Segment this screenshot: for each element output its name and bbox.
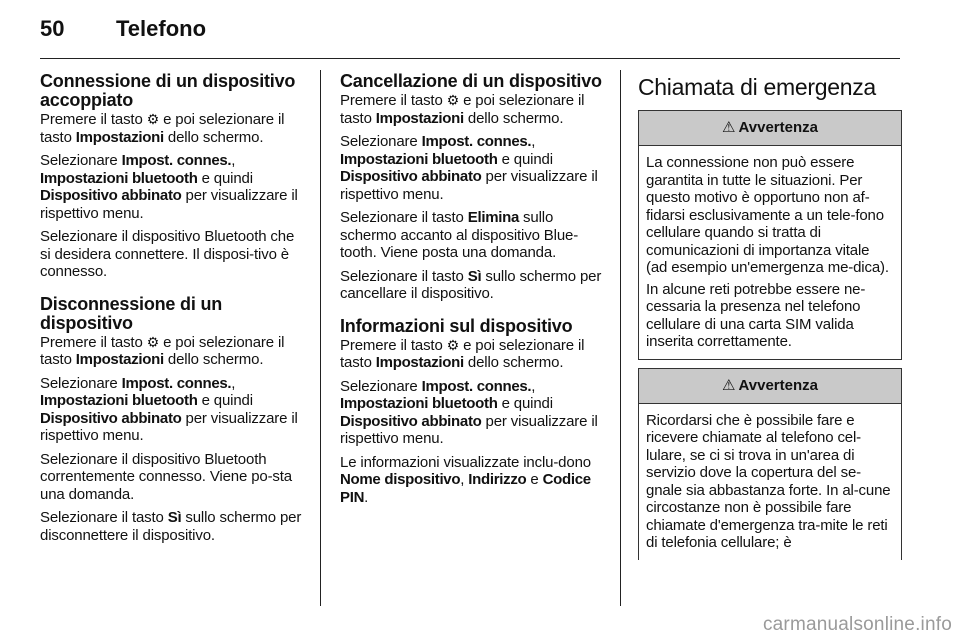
- paragraph: Selezionare Impost. connes., Impostazioni bluetooth e quindi Dispositivo abbinato per visualizzare il rispettivo menu.: [340, 133, 598, 203]
- section-heading-disconnect: Disconnessione di un dispositivo: [40, 293, 223, 333]
- watermark-text: carmanualsonline.info: [762, 614, 952, 635]
- column-3: [638, 72, 902, 568]
- section-heading-emergency: Chiamata di emergenza: [638, 74, 876, 100]
- warning-label: Avvertenza: [738, 119, 818, 136]
- page-number: 50: [40, 16, 65, 41]
- warning-icon: ⚠: [722, 376, 736, 394]
- paragraph: Selezionare il tasto Sì sullo schermo per disconnettere il dispositivo.: [40, 509, 302, 544]
- paragraph: Premere il tasto ⚙ e poi selezionare il tasto Impostazioni dello schermo.: [40, 111, 285, 146]
- header-divider: [40, 58, 900, 59]
- paragraph: Selezionare Impost. connes., Impostazioni bluetooth e quindi Dispositivo abbinato per visualizzare il rispettivo menu.: [40, 152, 298, 222]
- paragraph: Selezionare Impost. connes., Impostazioni bluetooth e quindi Dispositivo abbinato per visualizzare il rispettivo menu.: [340, 377, 598, 447]
- paragraph: Selezionare il dispositivo Bluetooth che si desidera connettere. Il disposi-tivo è connesso.: [40, 228, 295, 280]
- warning-body: [639, 404, 901, 560]
- paragraph: Selezionare Impost. connes., Impostazioni bluetooth e quindi Dispositivo abbinato per visualizzare il rispettivo menu.: [40, 374, 298, 444]
- warning-label: Avvertenza: [738, 376, 818, 394]
- page-header-title: Telefono: [116, 16, 207, 41]
- section-heading-delete: Cancellazione di un dispositivo: [340, 71, 602, 91]
- section-heading-device-info: Informazioni sul dispositivo: [340, 315, 573, 336]
- paragraph: Le informazioni visualizzate inclu-dono Nome dispositivo, Indirizzo e Codice PIN.: [340, 453, 591, 506]
- warning-header: [639, 111, 901, 146]
- settings-icon: ⚙: [146, 111, 160, 127]
- settings-icon: ⚙: [446, 92, 460, 108]
- warning-box: [638, 110, 902, 360]
- paragraph: Selezionare il tasto Sì sullo schermo per cancellare il dispositivo.: [340, 267, 602, 302]
- paragraph: Selezionare il dispositivo Bluetooth correntemente connesso. Viene po-sta una domanda.: [40, 450, 292, 503]
- warning-header: [639, 369, 901, 404]
- paragraph: Ricordarsi che è possibile fare e ricevere chiamate al telefono cel-lulare, se ci si trova in un'area di servizio dove la copertura del se-gnale sia abbastanza forte. In al-cune circostanze non è possibile fare chiamate d'emergenza tra-mite le reti di telefonia cellulare; è: [646, 411, 891, 551]
- settings-icon: ⚙: [146, 333, 160, 350]
- column-1: [40, 72, 306, 550]
- paragraph: In alcune reti potrebbe essere ne-cessaria la presenza nel telefono cellulare di una carta SIM valida inserita correttamente.: [646, 280, 866, 350]
- warning-icon: ⚠: [722, 119, 736, 136]
- warning-box: [638, 368, 902, 560]
- paragraph: Premere il tasto ⚙ e poi selezionare il tasto Impostazioni dello schermo.: [340, 92, 585, 127]
- settings-icon: ⚙: [446, 336, 460, 353]
- column-divider-1: [320, 70, 321, 606]
- section-heading-connect: Connessione di un dispositivo accoppiato: [40, 71, 296, 110]
- column-divider-2: [620, 70, 621, 606]
- paragraph: Selezionare il tasto Elimina sullo schermo accanto al dispositivo Blue-tooth. Viene posta una domanda.: [340, 209, 579, 261]
- paragraph: La connessione non può essere garantita in tutte le situazioni. Per questo motivo è opportuno non af-fidarsi esclusivamente a un tele-fono cellulare quando si tratta di comunicazioni di importanza vitale (ad esempio un'emergenza me-dica).: [646, 154, 889, 276]
- column-2: [340, 72, 606, 512]
- paragraph: Premere il tasto ⚙ e poi selezionare il tasto Impostazioni dello schermo.: [40, 333, 285, 368]
- warning-body: [639, 146, 901, 359]
- paragraph: Premere il tasto ⚙ e poi selezionare il tasto Impostazioni dello schermo.: [340, 336, 585, 371]
